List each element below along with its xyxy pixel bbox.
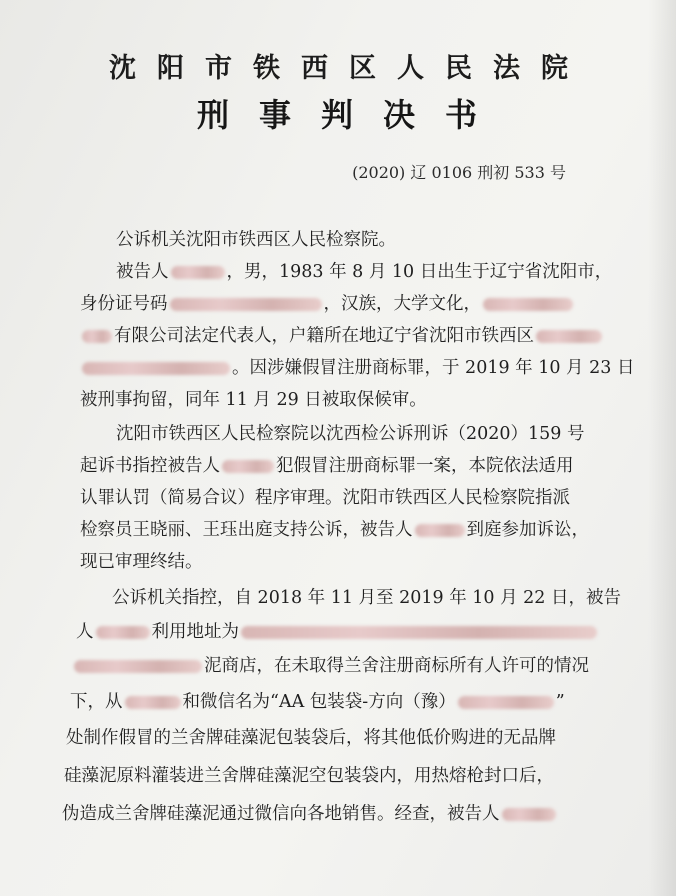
body-line <box>0 584 676 609</box>
line-text: 现已审理终结。 <box>80 552 203 572</box>
case-number: (2020) 辽 0106 刑初 533 号 <box>352 163 566 182</box>
redacted-name <box>96 626 150 639</box>
line-text: 人 <box>76 622 94 642</box>
line-text: 伪造成兰舍牌硅藻泥通过微信向各地销售。经查，被告人 <box>62 804 500 824</box>
document-title: 刑事判决书 <box>196 96 507 134</box>
line-text: 利用地址为 <box>151 622 239 642</box>
redacted-id-number <box>170 298 322 311</box>
line-text: 有限公司法定代表人，户籍所在地辽宁省沈阳市铁西区 <box>114 326 534 346</box>
line-text: 硅藻泥原料灌装进兰舍牌硅藻泥空包装袋内，用热熔枪封口后， <box>64 766 554 786</box>
redacted-name <box>415 524 465 537</box>
body-line <box>0 452 676 477</box>
line-text: 。因涉嫌假冒注册商标罪，于 2019 年 10 月 23 日 <box>232 358 635 378</box>
line-text: ” <box>555 692 565 712</box>
line-text: 和微信名为“AA 包装袋-方向（豫） <box>182 692 456 712</box>
line-text: 认罪认罚（简易合议）程序审理。沈阳市铁西区人民检察院指派 <box>80 488 570 508</box>
line-text: 处制作假冒的兰舍牌硅藻泥包装袋后，将其他低价购进的无品牌 <box>66 728 556 748</box>
body-line <box>0 420 676 445</box>
body-line <box>0 258 676 283</box>
body-line <box>0 226 676 251</box>
body-line <box>0 800 676 825</box>
redacted-company <box>483 298 573 311</box>
redacted-address <box>241 626 597 639</box>
redacted-name <box>171 266 225 279</box>
line-text: 被刑事拘留，同年 11 月 29 日被取保候审。 <box>80 390 427 410</box>
body-line <box>0 548 676 573</box>
redacted-address <box>82 362 230 375</box>
line-text: 身份证号码 <box>80 294 168 314</box>
line-text: 犯假冒注册商标罪一案，本院依法适用 <box>276 456 574 476</box>
line-text: ，汉族，大学文化， <box>323 294 481 314</box>
redacted-name <box>125 696 181 709</box>
line-text: 起诉书指控被告人 <box>80 456 220 476</box>
body-line <box>0 484 676 509</box>
line-text: 沈阳市铁西区人民检察院以沈西检公诉刑诉（2020）159 号 <box>116 424 585 444</box>
body-line <box>0 516 676 541</box>
redacted-name <box>222 460 274 473</box>
line-text: 到庭参加诉讼， <box>466 520 589 540</box>
body-line <box>0 386 676 411</box>
body-line <box>0 724 676 749</box>
body-line <box>0 688 676 713</box>
redacted-company <box>82 330 112 343</box>
line-text: 被告人 <box>116 262 169 282</box>
redacted-address <box>536 330 602 343</box>
body-line <box>0 762 676 787</box>
court-name: 沈阳市铁西区人民法院 <box>109 53 589 84</box>
body-line <box>0 290 676 315</box>
body-line <box>0 652 676 677</box>
line-text: ，男，1983 年 8 月 10 日出生于辽宁省沈阳市， <box>226 262 613 282</box>
line-text: 泥商店，在未取得兰舍注册商标所有人许可的情况 <box>204 656 589 676</box>
line-text: 公诉机关指控，自 2018 年 11 月至 2019 年 10 月 22 日，被告 <box>112 588 622 608</box>
body-line <box>0 322 676 347</box>
body-line <box>0 618 676 643</box>
redacted-name <box>502 808 556 821</box>
body-line <box>0 354 676 379</box>
line-text: 检察员王晓丽、王珏出庭支持公诉，被告人 <box>80 520 413 540</box>
redacted-phone <box>458 696 554 709</box>
line-text: 公诉机关沈阳市铁西区人民检察院。 <box>116 230 396 250</box>
line-text: 下，从 <box>70 692 123 712</box>
redacted-shop-name <box>74 660 202 673</box>
